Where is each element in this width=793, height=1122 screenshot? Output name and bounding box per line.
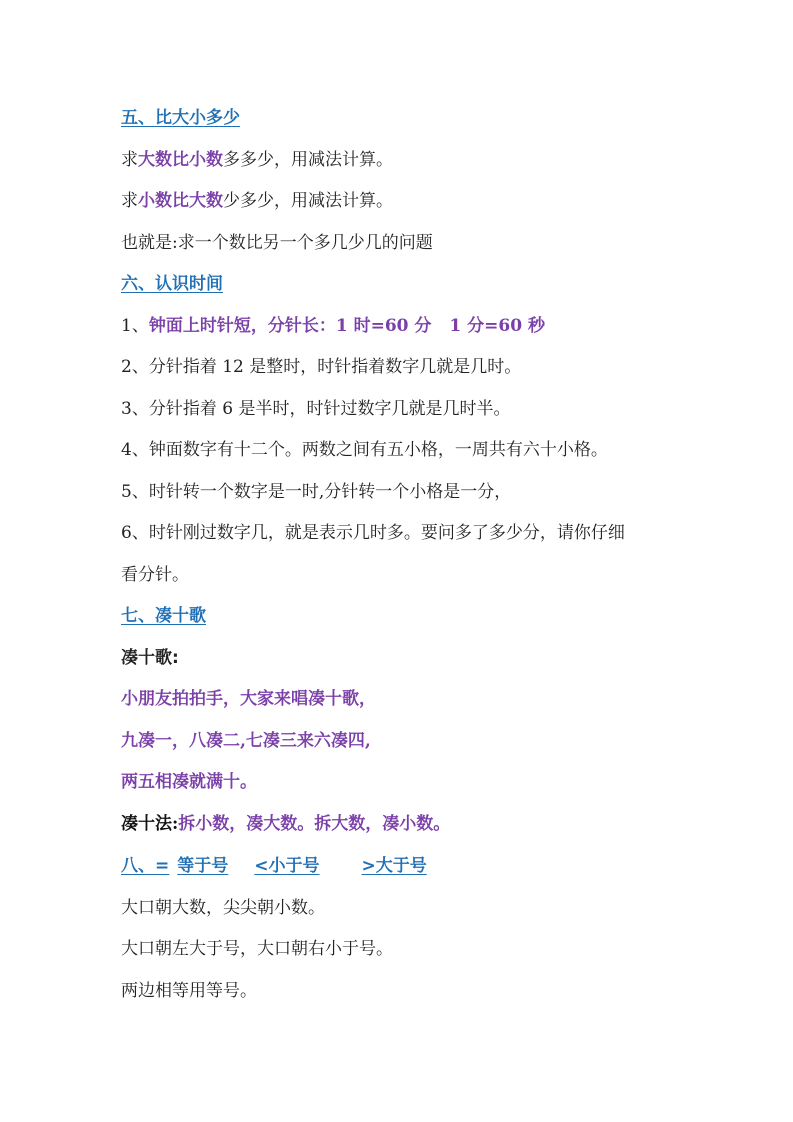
section-5-line-1 <box>121 149 393 171</box>
section-6-item-4: 4、钟面数字有十二个。两数之间有五小格，一周共有六十小格。 <box>121 440 608 460</box>
emphasis-text: 小数比大数 <box>138 191 223 211</box>
section-6-item-6a: 6、时针刚过数字几，就是表示几时多。要问多了多少分，请你仔细 <box>121 523 625 543</box>
heading-part-1: 八、= <box>121 856 170 876</box>
section-8-line-3: 两边相等用等号。 <box>121 981 257 1001</box>
section-7-subtitle: 凑十歌: <box>121 648 179 668</box>
section-5-line-3: 也就是:求一个数比另一个多几少几的问题 <box>121 233 433 253</box>
method-label: 凑十法: <box>121 814 179 834</box>
line-prefix: 求 <box>121 150 138 170</box>
section-5-heading: 五、比大小多少 <box>121 108 240 128</box>
verse-line-1: 小朋友拍拍手，大家来唱凑十歌， <box>121 689 376 709</box>
verse-line-3: 两五相凑就满十。 <box>121 772 257 792</box>
line-prefix: 求 <box>121 191 138 211</box>
section-6-item-2: 2、分针指着 12 是整时，时针指着数字几就是几时。 <box>121 357 522 377</box>
section-8-line-2: 大口朝左大于号，大口朝右小于号。 <box>121 939 393 959</box>
section-7-method <box>121 813 450 835</box>
section-6-item-3: 3、分针指着 6 是半时，时针过数字几就是几时半。 <box>121 399 511 419</box>
emphasis-text: 大数比小数 <box>138 150 223 170</box>
section-7-heading: 七、凑十歌 <box>121 606 206 626</box>
verse-line-2: 九凑一，八凑二,七凑三来六凑四, <box>121 731 371 751</box>
heading-part-3: <小于号 <box>254 856 320 876</box>
method-text: 拆小数，凑大数。拆大数，凑小数。 <box>178 814 451 834</box>
emphasis-text-2: 1 分=60 秒 <box>449 316 545 336</box>
line-suffix: 多多少，用减法计算。 <box>223 150 393 170</box>
section-8-heading <box>121 855 427 877</box>
item-number: 1、 <box>121 316 149 336</box>
heading-part-4: >大于号 <box>361 856 427 876</box>
section-8-line-1: 大口朝大数，尖尖朝小数。 <box>121 898 325 918</box>
section-5-line-2 <box>121 190 393 212</box>
section-6-item-5: 5、时针转一个数字是一时,分针转一个小格是一分， <box>121 482 512 502</box>
emphasis-text: 钟面上时针短，分针长：1 时=60 分 <box>148 316 432 336</box>
section-6-heading: 六、认识时间 <box>121 274 223 294</box>
section-6-item-6b: 看分针。 <box>121 565 189 585</box>
heading-part-2: 等于号 <box>177 856 229 876</box>
line-suffix: 少多少，用减法计算。 <box>223 191 393 211</box>
section-6-item-1 <box>121 315 545 337</box>
